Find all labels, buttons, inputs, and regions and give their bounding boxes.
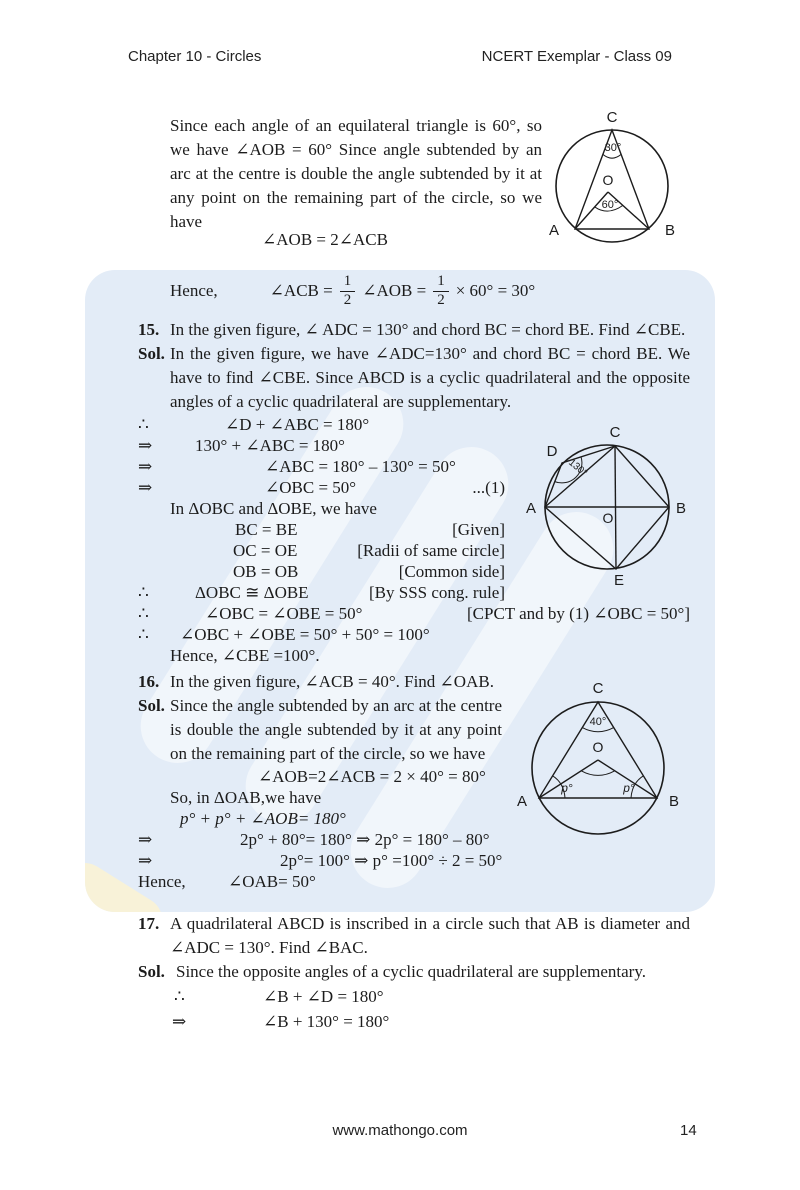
step-expression: ∠OBC + ∠OBE = 50° + 50° = 100°	[180, 625, 430, 644]
solution-step	[138, 850, 690, 871]
angle-label-40: 40°	[589, 716, 607, 728]
solution-label: Sol.	[138, 696, 165, 715]
angle-arc-o	[581, 771, 615, 776]
label-o: O	[602, 510, 614, 526]
step-expression: ∠OBC = 50°	[265, 478, 357, 497]
step-symbol: ∴	[174, 987, 185, 1006]
step-expression: ∠ABC = 180° – 130° = 50°	[265, 457, 456, 476]
step-symbol: ⇒	[138, 457, 153, 476]
header-book-title: NCERT Exemplar - Class 09	[481, 48, 672, 65]
step-expression: So, in ΔOAB,we have	[170, 788, 322, 807]
step-expression: OB = OB	[233, 562, 299, 581]
label-c: C	[592, 680, 604, 697]
step-symbol: ⇒	[138, 436, 153, 455]
step-symbol: ∴	[138, 583, 149, 602]
step-symbol: ∴	[138, 625, 149, 644]
step-expression: Hence, ∠CBE =100°.	[170, 646, 320, 665]
hence-term-1: ∠ACB =	[269, 281, 333, 300]
solution-label: Sol.	[138, 344, 165, 363]
intro-paragraph: Since each angle of an equilateral triangle is 60°, so we have ∠AOB = 60° Since angle subtended by an arc at the centre is double the angle subtended by it at any point on the remaining part of the circle, so we have	[170, 116, 542, 231]
label-a: A	[525, 500, 537, 517]
label-b: B	[664, 222, 676, 239]
page-header	[128, 48, 672, 65]
step-reason: [Common side]	[398, 562, 505, 581]
fraction-one-half	[433, 274, 449, 309]
hence-term-2: ∠AOB =	[362, 281, 427, 300]
solution-step	[138, 624, 690, 645]
question-number: 16.	[138, 672, 160, 691]
hence-label: Hence,	[170, 281, 218, 300]
angle-label-p-right: p°	[623, 781, 635, 795]
solution-text: Since the opposite angles of a cyclic quadrilateral are supplementary.	[176, 962, 646, 981]
question-number: 17.	[138, 914, 160, 933]
question-17	[138, 912, 690, 960]
angle-arc-c	[582, 728, 613, 732]
step-expression: ∠D + ∠ABC = 180°	[225, 415, 370, 434]
solution-step	[138, 645, 690, 666]
hence-line	[170, 268, 690, 314]
step-expression: ∠B + 130° = 180°	[263, 1012, 390, 1031]
step-expression: 130° + ∠ABC = 180°	[195, 436, 345, 455]
question-number: 15.	[138, 320, 160, 339]
label-d: D	[546, 443, 558, 460]
figure-circle-30-60	[542, 106, 692, 246]
label-o: O	[602, 172, 614, 188]
question-text: In the given figure, ∠ ADC = 130° and chord BC = chord BE. Find ∠CBE.	[170, 320, 686, 339]
fraction-denominator: 2	[343, 291, 352, 308]
step-reason: [Given]	[452, 520, 505, 539]
solution-step	[138, 871, 690, 892]
intro-equation: ∠AOB = 2∠ACB	[262, 230, 388, 249]
label-b: B	[675, 500, 687, 517]
step-expression: 2p° + 80°= 180° ⇒ 2p° = 180° – 80°	[240, 830, 490, 849]
step-expression: ∠B + ∠D = 180°	[263, 987, 384, 1006]
figure-circle-40-p	[506, 676, 686, 838]
step-reason: ...(1)	[472, 478, 505, 497]
step-reason: [CPCT and by (1) ∠OBC = 50°]	[467, 604, 690, 623]
step-reason: [Radii of same circle]	[357, 541, 505, 560]
question-text: In the given figure, ∠ACB = 40°. Find ∠OAB.	[170, 672, 494, 691]
label-c: C	[609, 424, 621, 441]
angle-label-p-left: p°	[561, 781, 573, 795]
step-expression: OC = OE	[233, 541, 298, 560]
solution-step	[138, 1009, 690, 1034]
step-symbol: ⇒	[138, 830, 153, 849]
solution-label: Sol.	[138, 962, 165, 981]
solution-15	[138, 342, 690, 414]
question-17-block	[138, 912, 690, 1034]
solution-text: Since the angle subtended by an arc at the centre is double the angle subtended by it at any point on the remaining part of the circle, so we have	[170, 696, 502, 763]
angle-arc-c	[603, 154, 621, 158]
step-symbol: ⇒	[138, 851, 153, 870]
step-expression: 2p°= 100° ⇒ p° =100° ÷ 2 = 50°	[280, 851, 503, 870]
solution-step	[138, 603, 690, 624]
label-c: C	[606, 109, 618, 126]
step-expression: ∠AOB=2∠ACB = 2 × 40° = 80°	[258, 767, 486, 786]
step-symbol: ∴	[138, 415, 149, 434]
question-text: A quadrilateral ABCD is inscribed in a circle such that AB is diameter and ∠ADC = 130°. Find ∠BAC.	[170, 914, 690, 957]
fraction-numerator: 1	[433, 274, 449, 292]
label-a: A	[516, 793, 528, 810]
step-expression: In ΔOBC and ΔOBE, we have	[170, 499, 377, 518]
figure-cyclic-quadrilateral-130	[522, 424, 692, 594]
step-expression: ∠OBC = ∠OBE = 50°	[205, 604, 363, 623]
label-e: E	[613, 572, 625, 589]
step-expression: BC = BE	[235, 520, 298, 539]
step-reason: [By SSS cong. rule]	[369, 583, 505, 602]
angle-label-30: 30°	[604, 142, 622, 154]
fraction-one-half	[340, 274, 356, 309]
solution-step	[138, 984, 690, 1009]
label-o: O	[592, 739, 604, 755]
step-symbol: ⇒	[138, 478, 153, 497]
hence-term-3: × 60° = 30°	[455, 281, 536, 300]
angle-label-130: 130°	[566, 457, 590, 479]
solution-17	[138, 960, 690, 984]
step-expression: ΔOBC ≅ ΔOBE	[195, 583, 309, 602]
line-ce	[615, 446, 616, 569]
fraction-denominator: 2	[437, 291, 445, 308]
step-expression: ∠OAB= 50°	[228, 872, 316, 891]
footer-page-number: 14	[680, 1122, 697, 1139]
question-15	[138, 318, 690, 342]
label-a: A	[548, 222, 560, 239]
step-expression: p° + p° + ∠AOB= 180°	[180, 809, 346, 828]
step-symbol: ∴	[138, 604, 149, 623]
angle-label-60: 60°	[601, 199, 619, 211]
step-symbol: Hence,	[138, 872, 186, 891]
header-chapter-title: Chapter 10 - Circles	[128, 48, 262, 65]
footer-website: www.mathongo.com	[332, 1122, 468, 1139]
label-b: B	[668, 793, 680, 810]
fraction-numerator: 1	[340, 274, 356, 292]
step-symbol: ⇒	[172, 1012, 187, 1031]
solution-text: In the given figure, we have ∠ADC=130° and chord BC = chord BE. We have to find ∠CBE. Since ABCD is a cyclic quadrilateral and the opposite angles of a cyclic quadrilateral are supplementary.	[170, 344, 690, 411]
